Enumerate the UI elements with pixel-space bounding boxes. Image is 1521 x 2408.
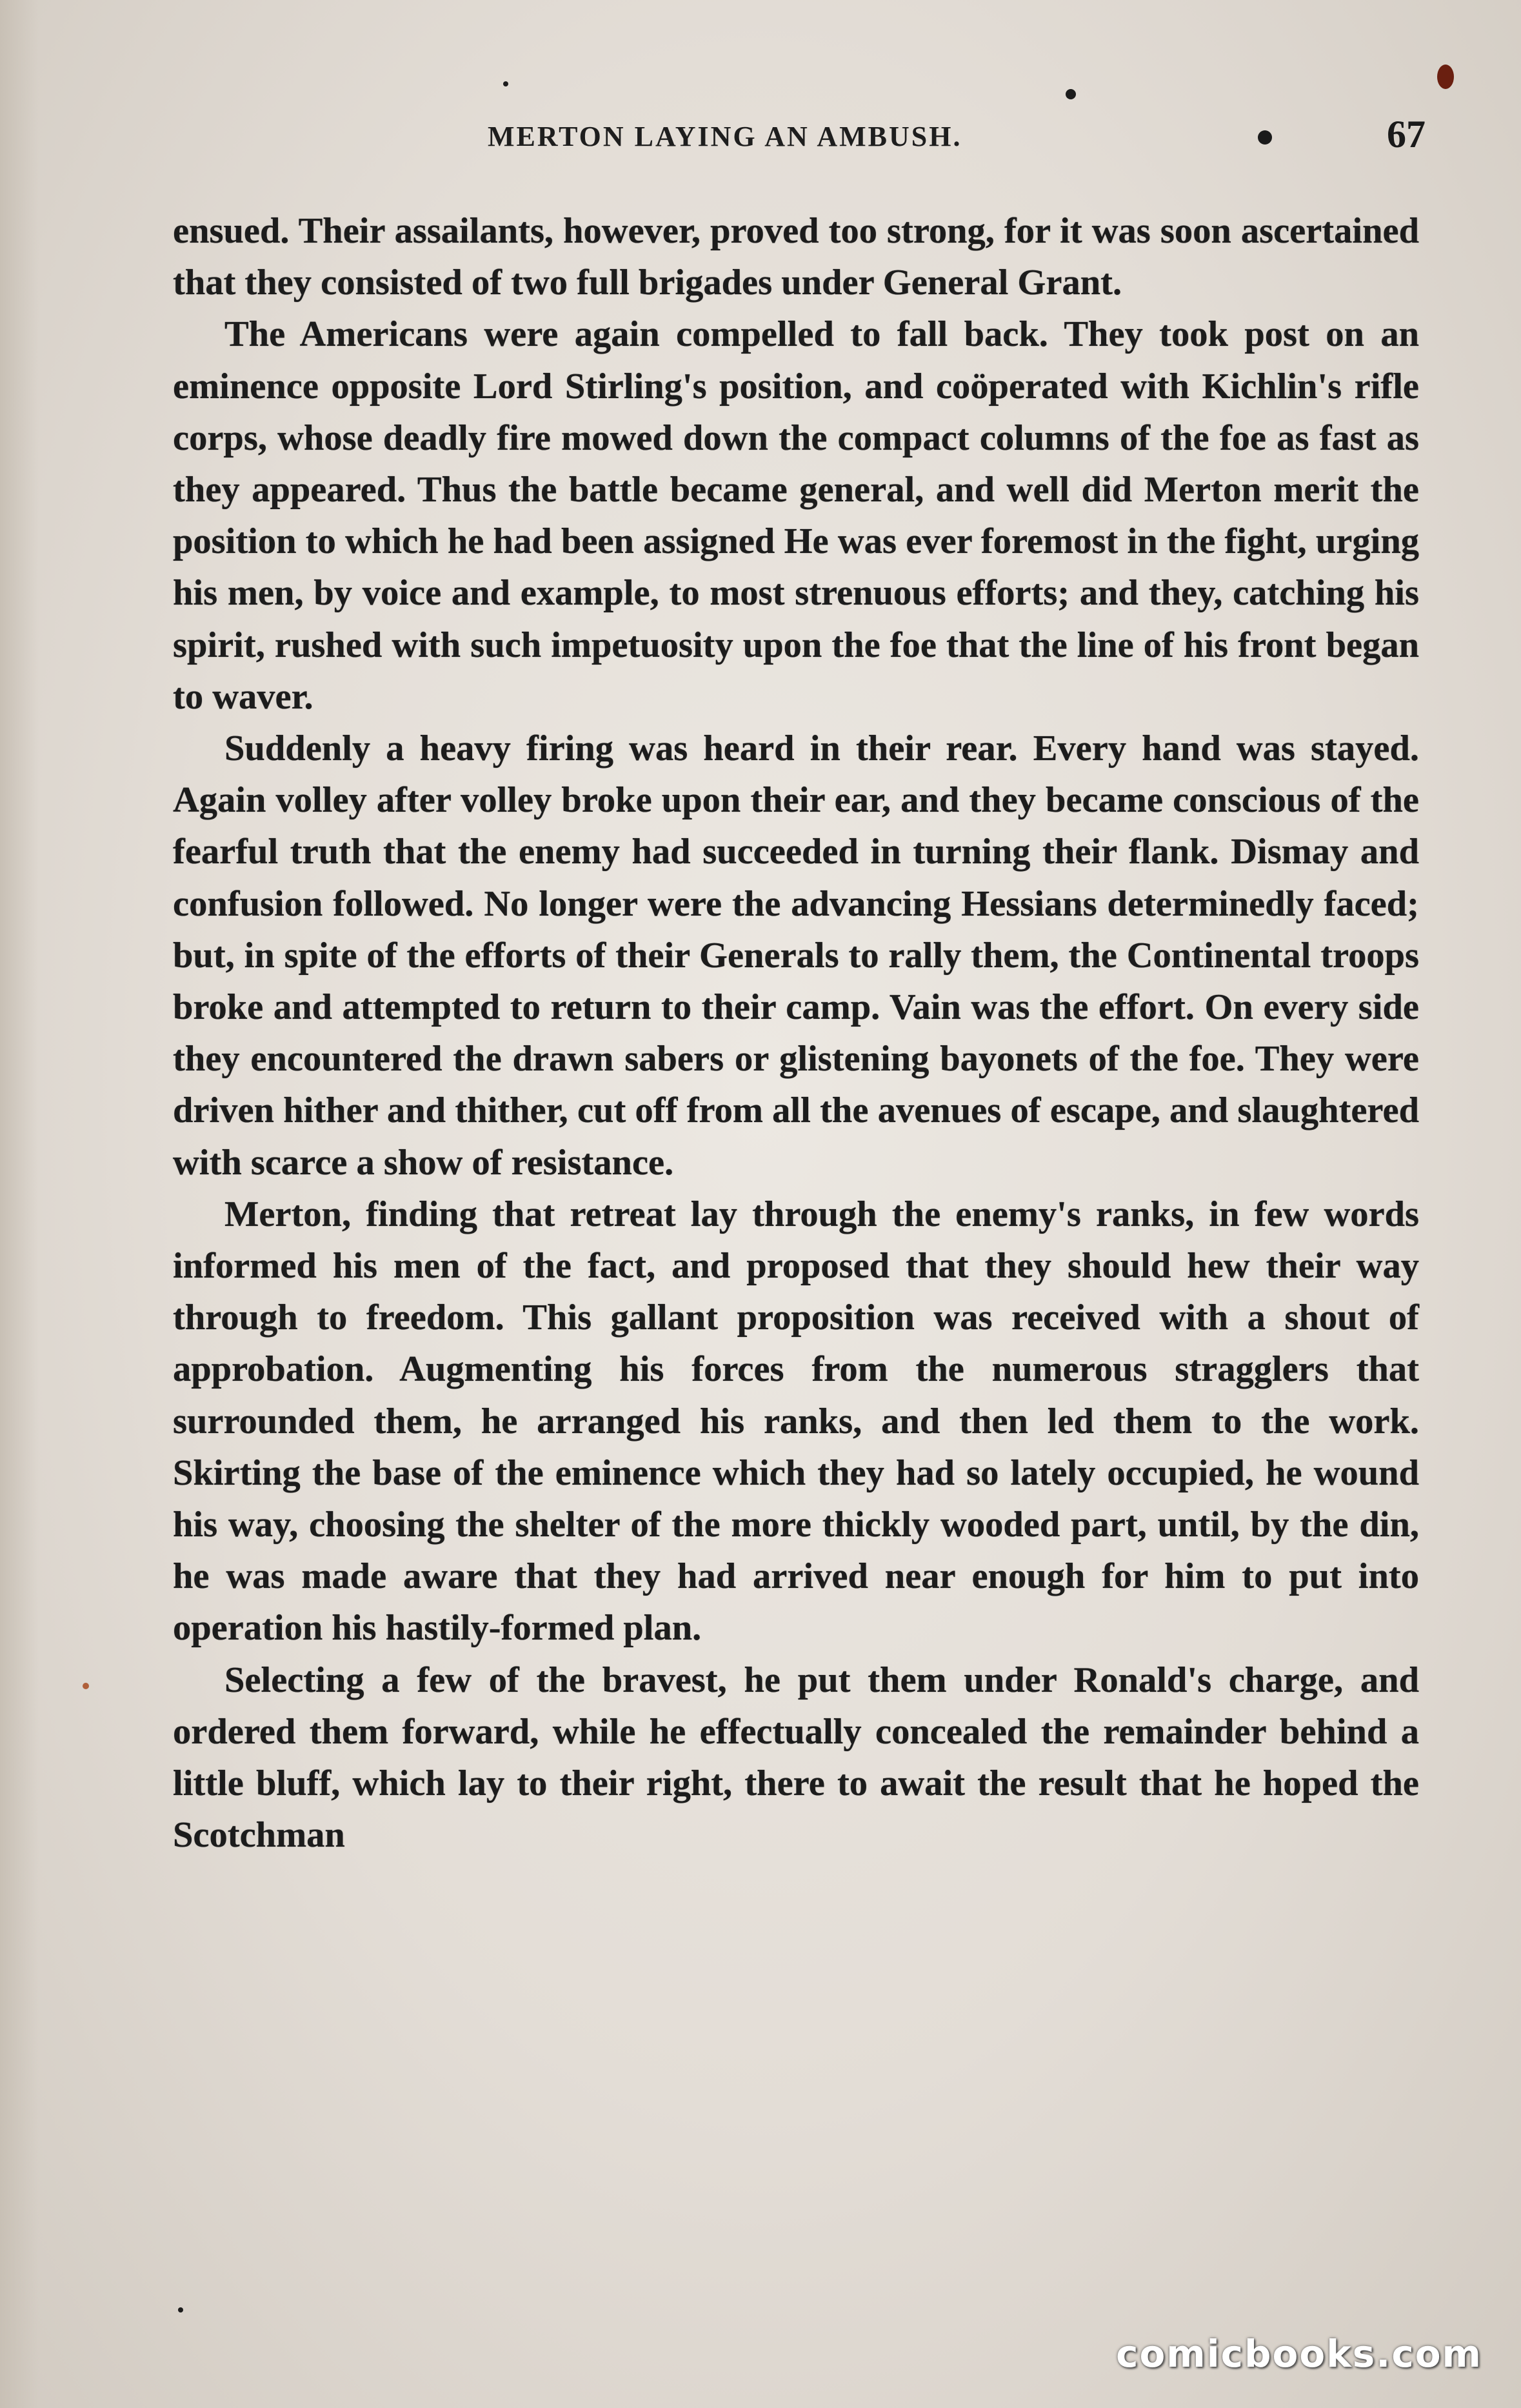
ink-spot: [178, 2307, 183, 2313]
paragraph-5: Selecting a few of the bravest, he put them under Ronald's charge, and ordered them forward, while he effectually concealed the remainder behind a little bluff, which lay to their right, there to await the result that he hoped the Scotchman: [173, 1660, 1419, 1856]
paragraph-3: Suddenly a heavy firing was heard in their rear. Every hand was stayed. Again volley after volley broke upon their ear, and they became conscious of the fearful truth that the enemy had succeeded in turning their flank. Dismay and confusion followed. No longer were the advancing Hessians determinedly faced; but, in spite of the efforts of their Generals to rally them, the Continental troops broke and attempted to return to their camp. Vain was the effort. On every side they encountered the drawn sabers or glistening bayonets of the foe. They were driven hither and thither, cut off from all the avenues of escape, and slaughtered with scarce a show of resistance.: [173, 728, 1419, 1183]
running-head: MERTON LAYING AN AMBUSH.: [488, 121, 962, 152]
ink-spot: [83, 1683, 89, 1689]
ink-spot: [503, 81, 508, 86]
body-text: [173, 205, 1419, 1861]
ink-spot: [1066, 89, 1076, 99]
paragraph-4: Merton, finding that retreat lay through the enemy's ranks, in few words informed his men of the fact, and proposed that they should hew their way through to freedom. This gallant proposition was received with a shout of approbation. Augmenting his forces from the numerous stragglers that surrounded them, he arranged his ranks, and then led them to the work. Skirting the base of the eminence which they had so lately occupied, he wound his way, choosing the shelter of the more thickly wooded part, until, by the din, he was made aware that they had arrived near enough for him to put into operation his hastily-formed plan.: [173, 1194, 1419, 1649]
ink-spot: [1437, 65, 1454, 89]
paragraph-2: The Americans were again compelled to fall back. They took post on an eminence opposite Lord Stirling's position, and coöperated with Kichlin's rifle corps, whose deadly fire mowed down the compact columns of the foe as fast as they appeared. Thus the battle became general, and well did Merton merit the position to which he had been assigned He was ever foremost in the fight, urging his men, by voice and example, to most strenuous efforts; and they, catching his spirit, rushed with such impetuosity upon the foe that the line of his front began to waver.: [173, 314, 1419, 717]
page-header: [174, 108, 1426, 166]
paragraph-1: ensued. Their assailants, however, proved too strong, for it was soon ascertained that they consisted of two full brigades under General Grant.: [173, 211, 1419, 303]
ink-dot: [1258, 130, 1272, 145]
page-edge-shadow: [0, 0, 39, 2408]
watermark: comicbooks.com: [1116, 2332, 1482, 2376]
page-number: 67: [1387, 113, 1426, 156]
